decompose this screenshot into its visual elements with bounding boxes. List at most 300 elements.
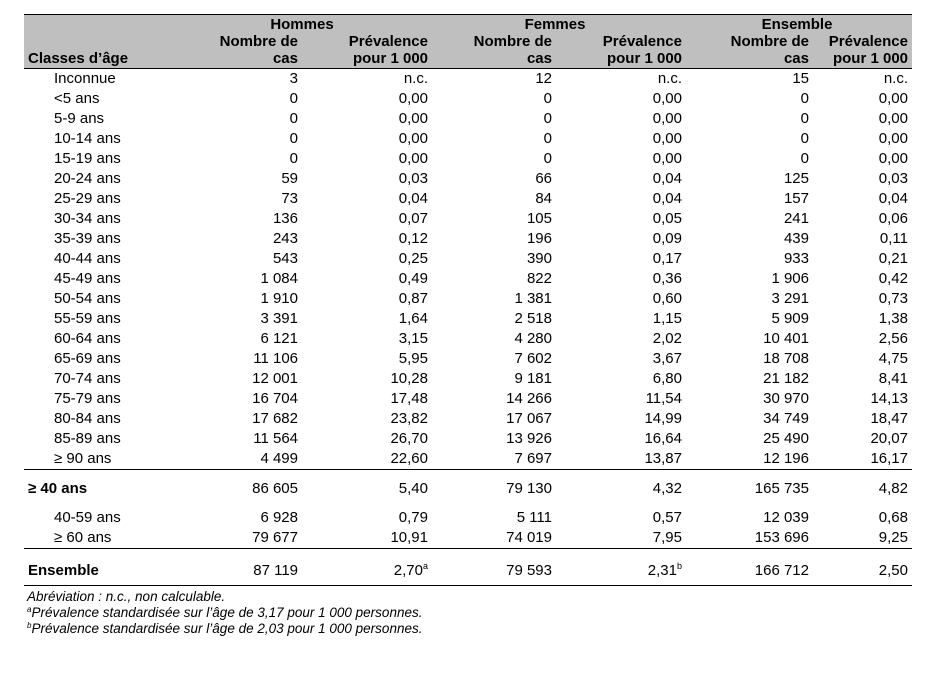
hommes-prevalence-cell-value: 0,87 <box>398 290 428 307</box>
femmes-prevalence-cell-value: 0,36 <box>652 270 682 287</box>
hommes-cases-cell-value: 136 <box>272 210 298 227</box>
femmes-prevalence-cell-value: 3,67 <box>652 350 682 367</box>
footnote-b-mark: b <box>27 621 32 630</box>
ensemble-cases-cell-value: 15 <box>792 70 809 87</box>
ensemble-cases-cell <box>682 329 809 349</box>
header-prevalence-line2: pour 1 000 <box>298 50 428 69</box>
ensemble-cases-cell <box>682 309 809 329</box>
femmes-prevalence-cell <box>552 89 682 109</box>
ensemble-cases-cell <box>682 269 809 289</box>
ensemble-prevalence-cell <box>809 69 912 90</box>
ensemble-prevalence-cell <box>809 389 912 409</box>
femmes-cases-cell-value: 0 <box>543 150 552 167</box>
ensemble-prevalence-cell <box>809 478 912 500</box>
femmes-cases-cell <box>428 89 552 109</box>
age-cell <box>24 269 176 289</box>
row-separator <box>24 500 912 508</box>
hommes-prevalence-cell <box>298 169 428 189</box>
hommes-cases-cell-value: 11 106 <box>253 350 298 367</box>
femmes-prevalence-cell <box>552 349 682 369</box>
hommes-prevalence-cell <box>298 69 428 90</box>
femmes-prevalence-cell <box>552 478 682 500</box>
ensemble-prevalence-cell <box>809 409 912 429</box>
hommes-prevalence-cell-value: 17,48 <box>390 390 428 407</box>
femmes-cases-cell-value: 14 266 <box>506 390 552 407</box>
ensemble-cases-cell <box>682 508 809 528</box>
femmes-cases-cell-value: 4 280 <box>514 330 552 347</box>
table-row <box>24 129 912 149</box>
femmes-prevalence-cell <box>552 189 682 209</box>
ensemble-cases-cell-value: 166 712 <box>754 562 809 579</box>
header-prevalence-line2: pour 1 000 <box>552 50 682 69</box>
age-cell <box>24 429 176 449</box>
table-row <box>24 109 912 129</box>
header-group-hommes: Hommes <box>176 15 428 35</box>
header-nombre-line2: cas <box>428 50 552 69</box>
hommes-prevalence-cell <box>298 349 428 369</box>
hommes-cases-cell-value: 11 564 <box>253 430 298 447</box>
age-cell-value: 40-59 ans <box>54 509 121 526</box>
hommes-cases-cell <box>176 369 298 389</box>
hommes-cases-cell <box>176 229 298 249</box>
header-prevalence-line1: Prévalence <box>552 34 682 50</box>
ensemble-cases-cell-value: 10 401 <box>763 330 809 347</box>
header-nombre-line1: Nombre de <box>682 34 809 50</box>
hommes-prevalence-cell <box>298 269 428 289</box>
footnote-a-mark: a <box>27 605 32 614</box>
femmes-cases-cell <box>428 169 552 189</box>
age-cell <box>24 449 176 470</box>
table-row <box>24 508 912 528</box>
ensemble-cases-cell-value: 153 696 <box>754 529 809 546</box>
hommes-prevalence-cell-value: 0,00 <box>398 110 428 127</box>
table-row <box>24 369 912 389</box>
header-prevalence-line2: pour 1 000 <box>809 50 912 69</box>
femmes-cases-cell-value: 79 593 <box>506 562 552 579</box>
footnotes <box>24 589 945 637</box>
ensemble-prevalence-cell-value: 0,03 <box>878 170 908 187</box>
femmes-prevalence-cell-value: 13,87 <box>644 450 682 467</box>
age-cell <box>24 389 176 409</box>
femmes-cases-cell-value: 0 <box>543 110 552 127</box>
hommes-prevalence-cell <box>298 409 428 429</box>
femmes-cases-cell <box>428 508 552 528</box>
hommes-prevalence-cell-value: 5,95 <box>398 350 428 367</box>
age-cell <box>24 189 176 209</box>
hommes-prevalence-cell-value: 2,70 <box>393 562 423 579</box>
footnote-a-text: Prévalence standardisée sur l’âge de 3,17 pour 1 000 personnes. <box>31 605 423 620</box>
ensemble-cases-cell <box>682 429 809 449</box>
ensemble-prevalence-cell-value: 0,04 <box>878 190 908 207</box>
table-row <box>24 449 912 470</box>
femmes-prevalence-cell-value: 1,15 <box>652 310 682 327</box>
ensemble-cases-cell-value: 0 <box>800 90 809 107</box>
hommes-prevalence-cell-value: 0,00 <box>398 90 428 107</box>
hommes-cases-cell <box>176 429 298 449</box>
ensemble-prevalence-cell-value: n.c. <box>883 70 908 87</box>
ensemble-cases-cell-value: 21 182 <box>763 370 809 387</box>
ensemble-prevalence-cell-value: 20,07 <box>870 430 908 447</box>
hommes-prevalence-cell-value: 0,00 <box>398 130 428 147</box>
hommes-cases-cell-value: 243 <box>272 230 298 247</box>
ensemble-cases-cell-value: 0 <box>800 110 809 127</box>
hommes-cases-cell <box>176 89 298 109</box>
ensemble-prevalence-cell-value: 0,00 <box>878 150 908 167</box>
header-nombre-line2: cas <box>176 50 298 69</box>
hommes-cases-cell <box>176 289 298 309</box>
hommes-prevalence-cell <box>298 209 428 229</box>
femmes-cases-cell-value: 5 111 <box>516 509 552 526</box>
age-cell <box>24 349 176 369</box>
age-cell-value: Ensemble <box>28 562 99 579</box>
ensemble-cases-cell-value: 1 906 <box>771 270 809 287</box>
femmes-cases-cell <box>428 289 552 309</box>
hommes-cases-cell-value: 0 <box>289 110 298 127</box>
age-cell-value: <5 ans <box>54 90 100 107</box>
hommes-cases-cell <box>176 169 298 189</box>
hommes-prevalence-cell <box>298 429 428 449</box>
table-row <box>24 209 912 229</box>
femmes-prevalence-cell <box>552 528 682 549</box>
ensemble-prevalence-cell <box>809 429 912 449</box>
age-cell-value: 40-44 ans <box>54 250 121 267</box>
hommes-cases-cell-value: 1 084 <box>260 270 298 287</box>
femmes-cases-cell <box>428 129 552 149</box>
hommes-prevalence-cell-value: 0,12 <box>398 230 428 247</box>
hommes-prevalence-cell-value: 0,79 <box>398 509 428 526</box>
age-cell-value: Inconnue <box>54 70 116 87</box>
table-row <box>24 349 912 369</box>
femmes-cases-cell-value: 74 019 <box>506 529 552 546</box>
table-row <box>24 409 912 429</box>
femmes-prevalence-cell-value: 0,57 <box>652 509 682 526</box>
femmes-prevalence-cell <box>552 149 682 169</box>
femmes-cases-cell <box>428 557 552 586</box>
hommes-cases-cell <box>176 249 298 269</box>
femmes-cases-cell <box>428 189 552 209</box>
ensemble-cases-cell <box>682 209 809 229</box>
table-row <box>24 149 912 169</box>
hommes-cases-cell-value: 59 <box>281 170 298 187</box>
hommes-cases-cell-value: 87 119 <box>253 562 298 579</box>
ensemble-prevalence-cell <box>809 557 912 586</box>
separator-cell <box>24 500 912 508</box>
age-cell <box>24 69 176 90</box>
header-group-ensemble: Ensemble <box>682 15 912 35</box>
table-row <box>24 289 912 309</box>
femmes-prevalence-cell <box>552 449 682 470</box>
row-separator <box>24 549 912 558</box>
ensemble-prevalence-cell <box>809 269 912 289</box>
age-cell-value: 50-54 ans <box>54 290 121 307</box>
ensemble-prevalence-cell-value: 0,42 <box>878 270 908 287</box>
femmes-prevalence-cell-value: 14,99 <box>644 410 682 427</box>
hommes-cases-cell-value: 1 910 <box>260 290 298 307</box>
femmes-prevalence-cell-value: 0,00 <box>652 90 682 107</box>
age-cell-value: 85-89 ans <box>54 430 121 447</box>
femmes-cases-cell <box>428 409 552 429</box>
hommes-prevalence-cell-value: 0,00 <box>398 150 428 167</box>
ensemble-prevalence-cell-value: 16,17 <box>870 450 908 467</box>
femmes-prevalence-cell <box>552 249 682 269</box>
femmes-prevalence-cell <box>552 329 682 349</box>
ensemble-prevalence-cell-value: 14,13 <box>870 390 908 407</box>
age-cell-value: 60-64 ans <box>54 330 121 347</box>
femmes-prevalence-cell-value: 0,09 <box>652 230 682 247</box>
hommes-prevalence-cell <box>298 249 428 269</box>
ensemble-prevalence-cell-value: 0,11 <box>879 230 908 247</box>
hommes-prevalence-cell-value: 10,28 <box>390 370 428 387</box>
femmes-cases-cell <box>428 269 552 289</box>
femmes-prevalence-cell-value: 0,00 <box>652 150 682 167</box>
femmes-prevalence-cell <box>552 409 682 429</box>
ensemble-cases-cell-value: 125 <box>783 170 809 187</box>
table-row <box>24 309 912 329</box>
ensemble-prevalence-cell-value: 0,00 <box>878 130 908 147</box>
table-row <box>24 478 912 500</box>
ensemble-prevalence-cell-value: 0,00 <box>878 90 908 107</box>
hommes-cases-cell-value: 79 677 <box>252 529 298 546</box>
header-nombre-line1: Nombre de <box>176 34 298 50</box>
ensemble-prevalence-cell <box>809 189 912 209</box>
age-cell-value: 80-84 ans <box>54 410 121 427</box>
ensemble-prevalence-cell <box>809 129 912 149</box>
ensemble-prevalence-cell-value: 0,00 <box>878 110 908 127</box>
hommes-cases-cell <box>176 149 298 169</box>
femmes-prevalence-cell <box>552 389 682 409</box>
femmes-cases-cell-value: 79 130 <box>506 480 552 497</box>
femmes-cases-cell-value: 2 518 <box>514 310 552 327</box>
femmes-cases-cell-value: 7 602 <box>514 350 552 367</box>
ensemble-cases-cell-value: 3 291 <box>771 290 809 307</box>
femmes-cases-cell <box>428 389 552 409</box>
femmes-prevalence-cell <box>552 69 682 90</box>
femmes-cases-cell-value: 7 697 <box>514 450 552 467</box>
separator-cell <box>24 470 912 479</box>
ensemble-prevalence-cell-value: 0,73 <box>878 290 908 307</box>
ensemble-prevalence-cell-value: 2,50 <box>878 562 908 579</box>
age-cell <box>24 229 176 249</box>
femmes-prevalence-cell <box>552 309 682 329</box>
femmes-cases-cell <box>428 449 552 470</box>
femmes-cases-cell-value: 196 <box>526 230 552 247</box>
hommes-cases-cell <box>176 309 298 329</box>
hommes-prevalence-cell <box>298 369 428 389</box>
hommes-cases-cell-value: 3 391 <box>260 310 298 327</box>
age-cell-value: 20-24 ans <box>54 170 121 187</box>
hommes-prevalence-cell-value: 0,03 <box>398 170 428 187</box>
hommes-prevalence-cell <box>298 508 428 528</box>
ensemble-prevalence-cell-value: 0,21 <box>878 250 908 267</box>
femmes-prevalence-cell <box>552 369 682 389</box>
femmes-cases-cell-value: 84 <box>535 190 552 207</box>
femmes-prevalence-cell <box>552 169 682 189</box>
femmes-prevalence-cell <box>552 557 682 586</box>
ensemble-cases-cell-value: 0 <box>800 150 809 167</box>
ensemble-cases-cell <box>682 478 809 500</box>
femmes-cases-cell <box>428 249 552 269</box>
ensemble-prevalence-cell-value: 0,68 <box>878 509 908 526</box>
hommes-prevalence-cell <box>298 189 428 209</box>
ensemble-prevalence-cell-value: 2,56 <box>878 330 908 347</box>
ensemble-cases-cell <box>682 189 809 209</box>
femmes-prevalence-cell-value: n.c. <box>657 70 682 87</box>
header-group-femmes: Femmes <box>428 15 682 35</box>
ensemble-cases-cell-value: 12 196 <box>763 450 809 467</box>
hommes-cases-cell-value: 12 001 <box>252 370 298 387</box>
ensemble-prevalence-cell <box>809 369 912 389</box>
hommes-prevalence-cell-value: 3,15 <box>398 330 428 347</box>
hommes-cases-cell <box>176 449 298 470</box>
hommes-prevalence-cell <box>298 449 428 470</box>
ensemble-prevalence-cell <box>809 149 912 169</box>
femmes-cases-cell-value: 0 <box>543 90 552 107</box>
ensemble-cases-cell <box>682 109 809 129</box>
age-cell <box>24 89 176 109</box>
hommes-prevalence-cell-value: 0,25 <box>398 250 428 267</box>
ensemble-cases-cell <box>682 149 809 169</box>
age-cell <box>24 478 176 500</box>
femmes-prevalence-cell-value: 0,04 <box>652 170 682 187</box>
table-row <box>24 557 912 586</box>
femmes-cases-cell <box>428 109 552 129</box>
ensemble-prevalence-cell <box>809 508 912 528</box>
ensemble-cases-cell <box>682 169 809 189</box>
hommes-cases-cell <box>176 129 298 149</box>
femmes-cases-cell <box>428 369 552 389</box>
hommes-cases-cell <box>176 528 298 549</box>
femmes-prevalence-cell-value: 0,60 <box>652 290 682 307</box>
femmes-prevalence-cell <box>552 269 682 289</box>
hommes-cases-cell <box>176 557 298 586</box>
femmes-cases-cell <box>428 69 552 90</box>
age-cell <box>24 249 176 269</box>
hommes-cases-cell <box>176 69 298 90</box>
femmes-cases-cell-value: 17 067 <box>506 410 552 427</box>
ensemble-prevalence-cell <box>809 329 912 349</box>
age-cell <box>24 508 176 528</box>
header-blank <box>24 15 176 35</box>
femmes-prevalence-cell <box>552 429 682 449</box>
age-cell <box>24 149 176 169</box>
femmes-prevalence-cell <box>552 508 682 528</box>
femmes-prevalence-cell-value: 0,00 <box>652 110 682 127</box>
ensemble-cases-cell-value: 439 <box>783 230 809 247</box>
ensemble-cases-cell <box>682 249 809 269</box>
age-cell-value: 35-39 ans <box>54 230 121 247</box>
age-cell-value: 30-34 ans <box>54 210 121 227</box>
ensemble-cases-cell <box>682 409 809 429</box>
ensemble-prevalence-cell <box>809 209 912 229</box>
ensemble-cases-cell <box>682 449 809 470</box>
ensemble-cases-cell-value: 0 <box>800 130 809 147</box>
age-cell <box>24 528 176 549</box>
ensemble-prevalence-cell-value: 4,75 <box>878 350 908 367</box>
table-row <box>24 528 912 549</box>
age-cell-value: 45-49 ans <box>54 270 121 287</box>
footnote-marker-a: a <box>422 561 428 571</box>
hommes-prevalence-cell-value: 0,04 <box>398 190 428 207</box>
hommes-cases-cell-value: 17 682 <box>252 410 298 427</box>
hommes-cases-cell <box>176 409 298 429</box>
hommes-cases-cell <box>176 269 298 289</box>
femmes-cases-cell-value: 822 <box>526 270 552 287</box>
ensemble-cases-cell <box>682 389 809 409</box>
ensemble-cases-cell <box>682 229 809 249</box>
header-prevalence-line1: Prévalence <box>298 34 428 50</box>
femmes-cases-cell <box>428 309 552 329</box>
ensemble-cases-cell <box>682 528 809 549</box>
ensemble-cases-cell <box>682 289 809 309</box>
femmes-cases-cell <box>428 149 552 169</box>
hommes-cases-cell <box>176 478 298 500</box>
femmes-prevalence-cell-value: 2,02 <box>652 330 682 347</box>
ensemble-prevalence-cell <box>809 169 912 189</box>
hommes-cases-cell <box>176 389 298 409</box>
hommes-prevalence-cell <box>298 478 428 500</box>
table-row <box>24 169 912 189</box>
hommes-cases-cell-value: 0 <box>289 90 298 107</box>
hommes-prevalence-cell-value: 22,60 <box>390 450 428 467</box>
hommes-prevalence-cell <box>298 557 428 586</box>
femmes-prevalence-cell <box>552 109 682 129</box>
header-nombre-line1: Nombre de <box>428 34 552 50</box>
age-cell <box>24 169 176 189</box>
hommes-cases-cell-value: 4 499 <box>260 450 298 467</box>
age-cell <box>24 289 176 309</box>
femmes-prevalence-cell <box>552 289 682 309</box>
femmes-cases-cell-value: 1 381 <box>514 290 552 307</box>
hommes-cases-cell <box>176 508 298 528</box>
footnote-abbreviation: Abréviation : n.c., non calculable. <box>27 589 226 604</box>
hommes-cases-cell <box>176 109 298 129</box>
ensemble-cases-cell-value: 25 490 <box>763 430 809 447</box>
age-cell <box>24 409 176 429</box>
hommes-cases-cell-value: 543 <box>272 250 298 267</box>
table-body <box>24 69 912 586</box>
hommes-prevalence-cell <box>298 109 428 129</box>
femmes-cases-cell <box>428 229 552 249</box>
table-row <box>24 269 912 289</box>
femmes-prevalence-cell-value: 7,95 <box>652 529 682 546</box>
ensemble-cases-cell <box>682 89 809 109</box>
header-nombre-line2: cas <box>682 50 809 69</box>
femmes-prevalence-cell-value: 11,54 <box>645 390 682 407</box>
ensemble-cases-cell-value: 241 <box>783 210 809 227</box>
footnote-a <box>27 605 945 621</box>
age-cell-value: ≥ 90 ans <box>54 450 112 467</box>
ensemble-prevalence-cell <box>809 289 912 309</box>
femmes-cases-cell <box>428 349 552 369</box>
age-cell <box>24 309 176 329</box>
hommes-prevalence-cell-value: 26,70 <box>390 430 428 447</box>
age-cell-value: 70-74 ans <box>54 370 121 387</box>
femmes-prevalence-cell <box>552 229 682 249</box>
femmes-cases-cell-value: 0 <box>543 130 552 147</box>
table-row <box>24 389 912 409</box>
table-header <box>24 15 912 69</box>
age-cell-value: 25-29 ans <box>54 190 121 207</box>
femmes-prevalence-cell <box>552 129 682 149</box>
femmes-cases-cell-value: 9 181 <box>514 370 552 387</box>
ensemble-prevalence-cell-value: 4,82 <box>878 480 908 497</box>
hommes-prevalence-cell-value: 0,49 <box>398 270 428 287</box>
ensemble-prevalence-cell-value: 9,25 <box>878 529 908 546</box>
age-cell-value: 55-59 ans <box>54 310 121 327</box>
femmes-prevalence-cell-value: 4,32 <box>652 480 682 497</box>
hommes-cases-cell-value: 86 605 <box>252 480 298 497</box>
hommes-prevalence-cell <box>298 229 428 249</box>
